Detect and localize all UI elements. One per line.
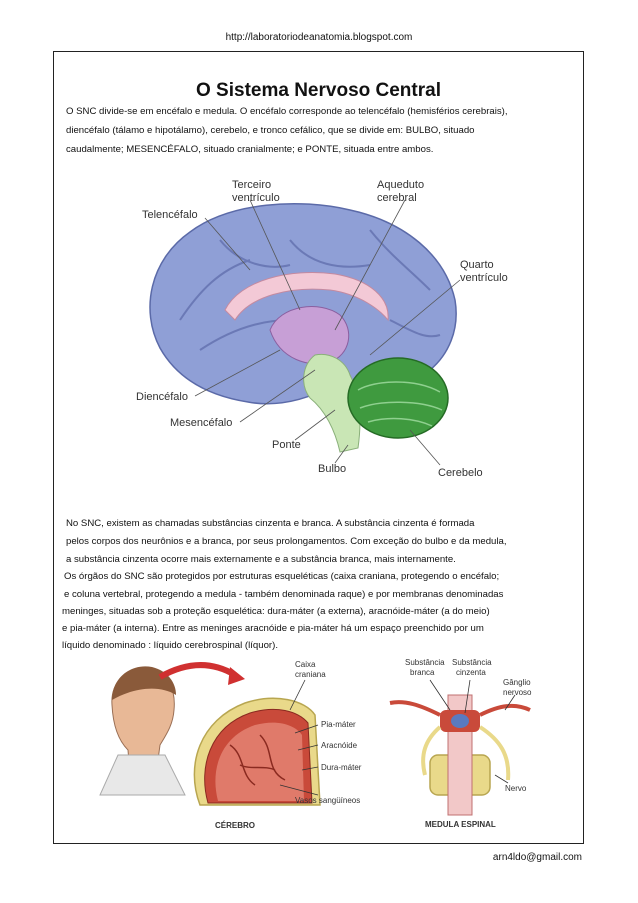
label-caixa-craniana: Caixa	[295, 660, 316, 669]
label-terceiro-ventriculo: Terceiro	[232, 179, 272, 191]
intro-line: diencéfalo (tálamo e hipotálamo), cerebelo, e tronco cefálico, que se divide em: BULBO, situado	[66, 125, 475, 136]
label-bulbo: Bulbo	[318, 463, 347, 475]
intro-line: O SNC divide-se em encéfalo e medula. O encéfalo corresponde ao telencéfalo (hemisférios cerebrais),	[66, 106, 508, 117]
label-dura-mater: Dura-máter	[321, 763, 362, 772]
label-cerebelo: Cerebelo	[438, 467, 483, 479]
label-aqueduto-cerebral: cerebral	[377, 192, 417, 204]
brain-cutaway	[194, 698, 320, 805]
label-substancia-branca: Substância	[405, 658, 445, 667]
label-vasos-sanguineos: Vasos sangüíneos	[295, 796, 361, 805]
label-nervo: Nervo	[505, 784, 527, 793]
body-line: líquido denominado : líquido cerebrospinal (líquor).	[62, 640, 278, 651]
label-quarto-ventriculo: ventrículo	[460, 272, 508, 284]
label-aqueduto-cerebral: Aqueduto	[377, 179, 425, 191]
label-mesencefalo: Mesencéfalo	[170, 417, 233, 429]
label-cerebro: CÉREBRO	[215, 821, 256, 830]
label-medula-espinal: MEDULA ESPINAL	[425, 820, 496, 829]
body-line: e pia-máter (a interna). Entre as meninges aracnóide e pia-máter há um espaço preenchido por um	[62, 623, 484, 634]
meninges-figure	[90, 655, 545, 835]
label-pia-mater: Pia-máter	[321, 720, 356, 729]
label-aracnoide: Aracnóide	[321, 741, 358, 750]
body-line: a substância cinzenta ocorre mais externamente e a substância branca, mais internamente.	[66, 554, 456, 565]
label-quarto-ventriculo: Quarto	[460, 259, 494, 271]
body-line: No SNC, existem as chamadas substâncias cinzenta e branca. A substância cinzenta é formada	[66, 518, 475, 529]
body-line: pelos corpos dos neurônios e a branca, por seus prolongamentos. Com exceção do bulbo e da medula,	[66, 536, 507, 547]
label-ganglio-nervoso: Gânglio	[503, 678, 531, 687]
label-ponte: Ponte	[272, 439, 301, 451]
intro-line: caudalmente; MESENCÉFALO, situado cranialmente; e PONTE, situada entre ambos.	[66, 144, 434, 155]
footer-email: arn4ldo@gmail.com	[492, 852, 582, 863]
body-line: Os órgãos do SNC são protegidos por estruturas esqueléticas (caixa craniana, protegendo o encéfalo;	[64, 571, 500, 582]
body-line: meninges, situadas sob a proteção esquelética: dura-máter (a externa), aracnóide-máter (a do meio)	[62, 606, 490, 617]
label-ganglio-nervoso: nervoso	[503, 688, 532, 697]
label-telencefalo: Telencéfalo	[142, 209, 198, 221]
label-substancia-cinzenta: cinzenta	[456, 668, 486, 677]
spinal-cord-illustration	[390, 695, 530, 815]
label-substancia-cinzenta: Substância	[452, 658, 492, 667]
brain-figure	[130, 170, 530, 480]
label-substancia-branca: branca	[410, 668, 435, 677]
cerebellum-shape	[348, 358, 448, 438]
label-terceiro-ventriculo: ventrículo	[232, 192, 280, 204]
body-line: e coluna vertebral, protegendo a medula - também denominada raque) e por membranas denominadas	[64, 589, 504, 600]
label-caixa-craniana: craniana	[295, 670, 326, 679]
header-url: http://laboratoriodeanatomia.blogspot.com	[225, 32, 413, 43]
label-diencefalo: Diencéfalo	[136, 391, 188, 403]
head-illustration	[100, 666, 185, 795]
page-title: O Sistema Nervoso Central	[196, 80, 441, 101]
